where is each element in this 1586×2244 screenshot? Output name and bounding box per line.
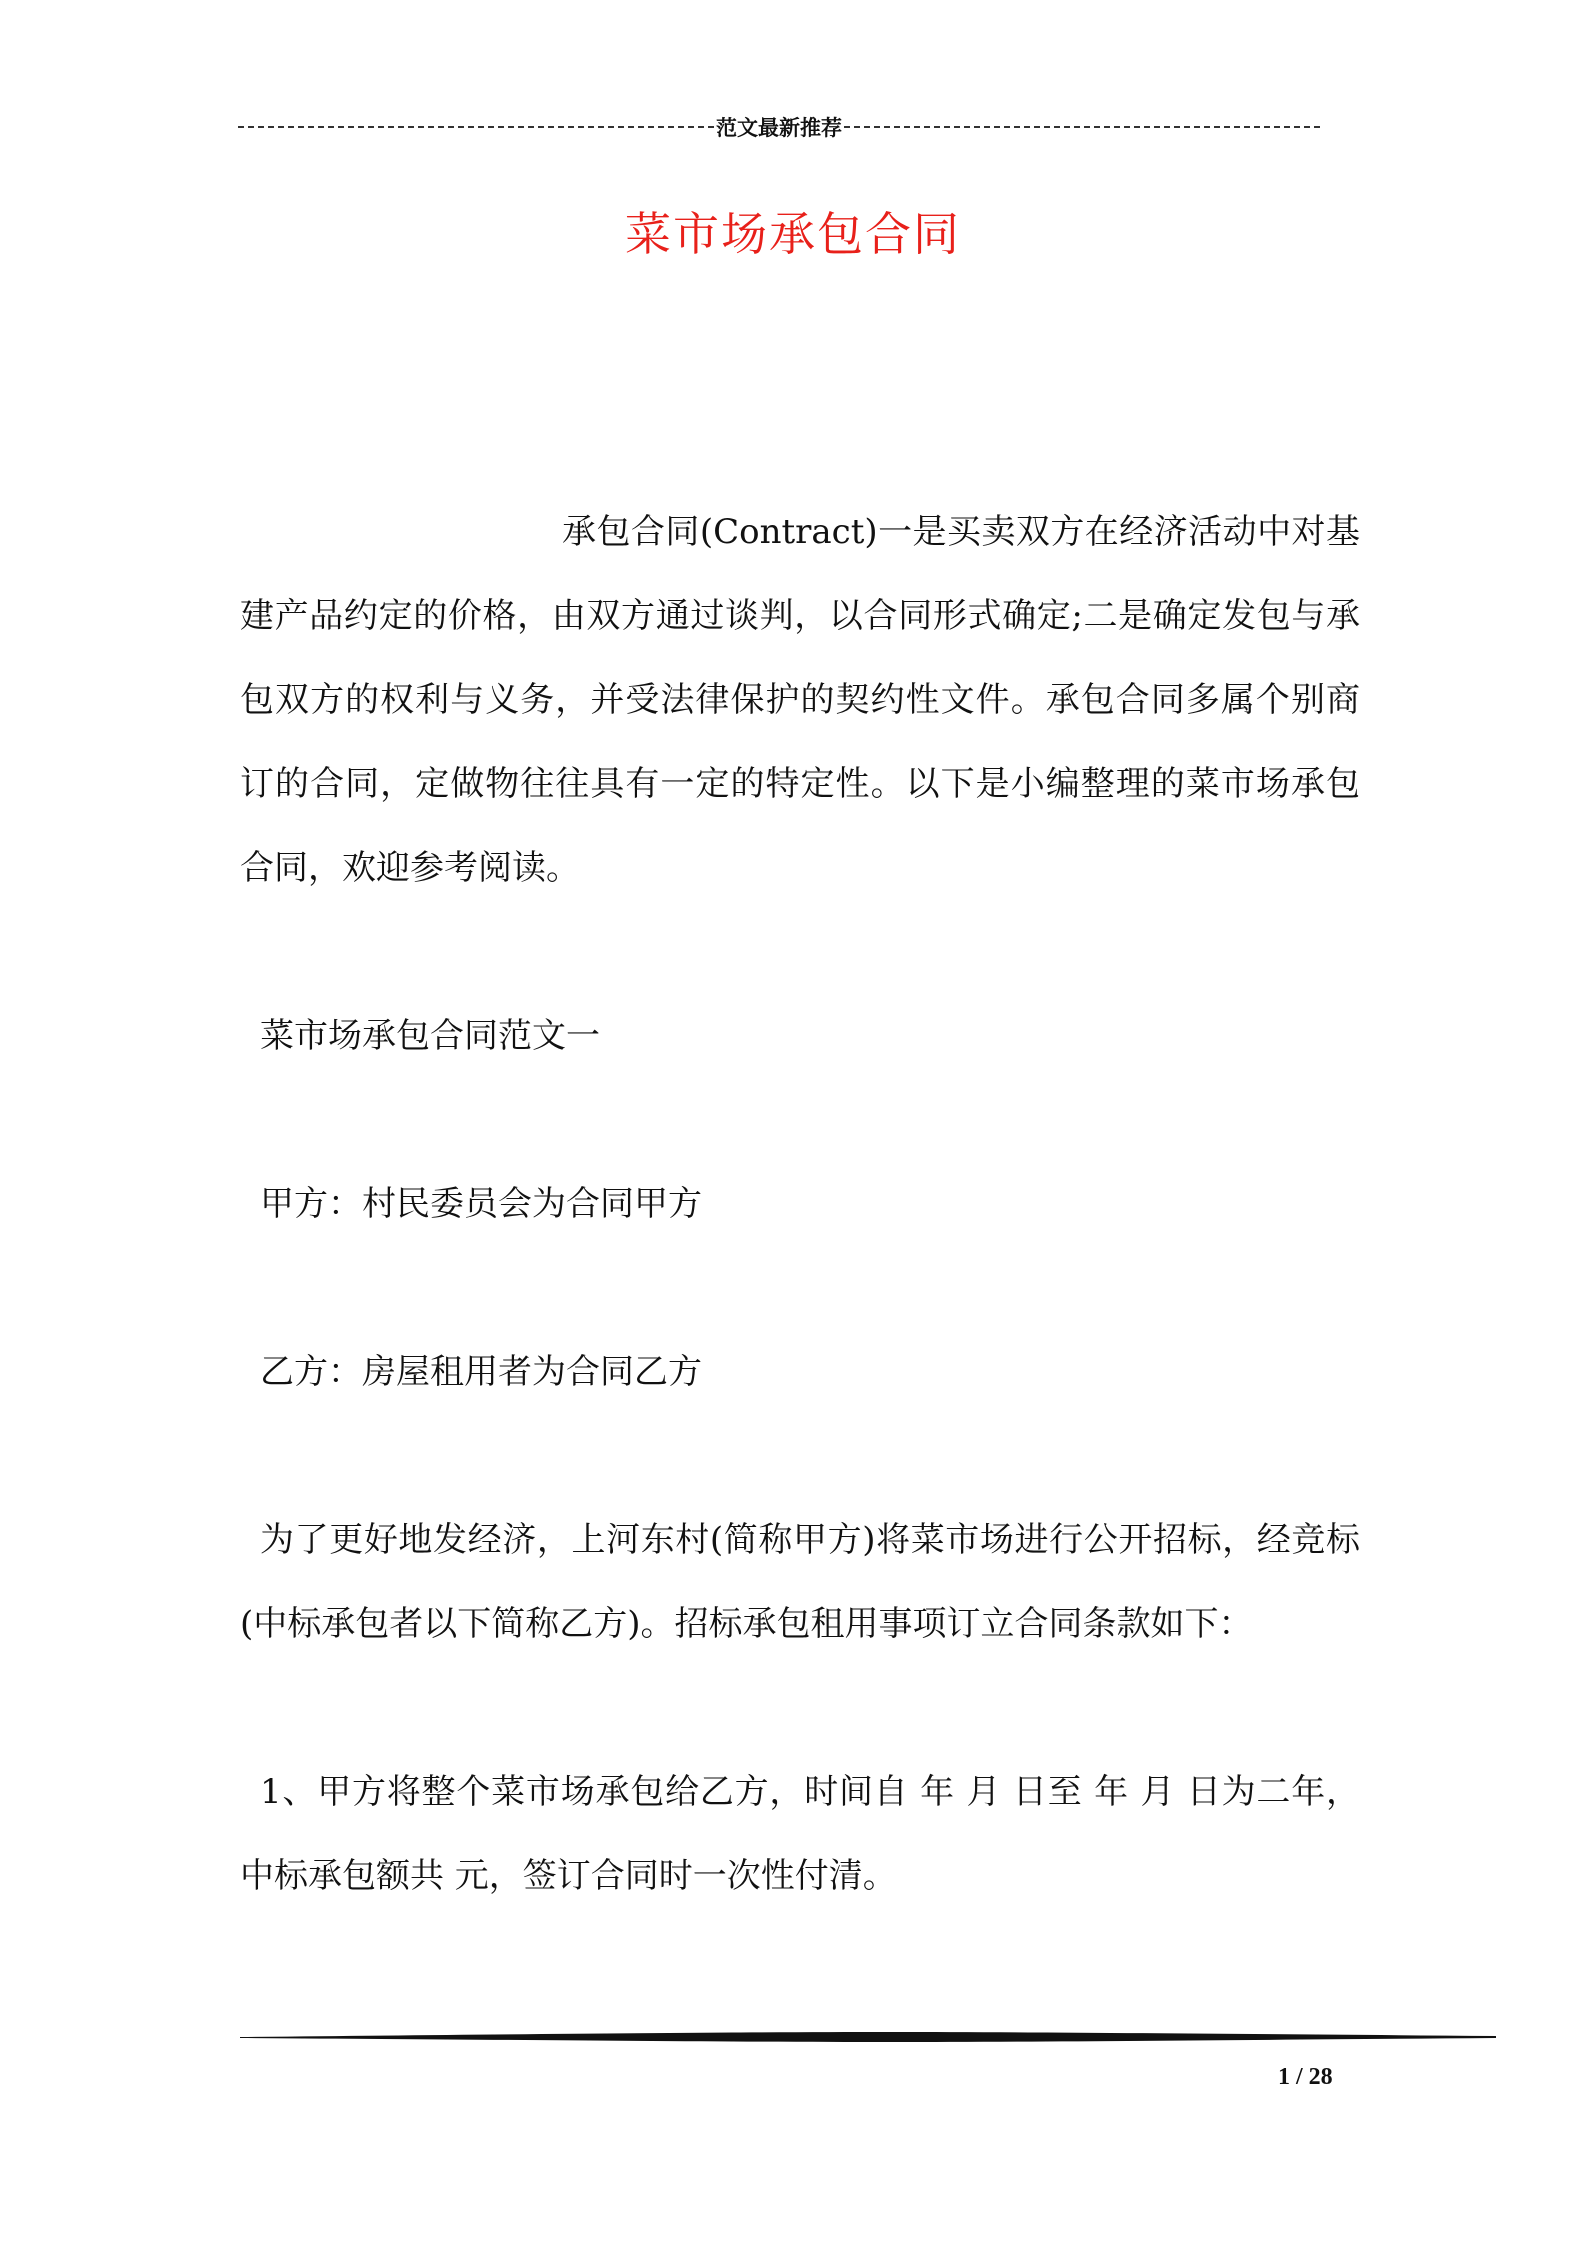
document-body [240, 490, 1360, 1918]
spacer [240, 1414, 1360, 1498]
party-b-line: 乙方：房屋租用者为合同乙方 [260, 1352, 702, 1392]
spacer [240, 910, 1360, 994]
party-a-line: 甲方：村民委员会为合同甲方 [260, 1184, 702, 1224]
spacer [240, 1078, 1360, 1162]
footer-divider-shape [240, 2031, 1496, 2043]
footer-divider [240, 2031, 1496, 2043]
purpose-paragraph: 为了更好地发经济，上河东村(简称甲方)将菜市场进行公开招标，经竞标(中标承包者以下简称乙方)。招标承包租用事项订立合同条款如下： [240, 1520, 1360, 1644]
page-number: 1 / 28 [1278, 2064, 1333, 2090]
intro-paragraph: 承包合同(Contract)一是买卖双方在经济活动中对基建产品约定的价格，由双方通过谈判，以合同形式确定;二是确定发包与承包双方的权利与义务，并受法律保护的契约性文件。承包合同多属个别商订的合同，定做物往往具有一定的特定性。以下是小编整理的菜市场承包合同，欢迎参考阅读。 [240, 512, 1360, 888]
clause-1-paragraph: 1、甲方将整个菜市场承包给乙方，时间自 年 月 日至 年 月 日为二年，中标承包额共 元，签订合同时一次性付清。 [240, 1772, 1360, 1896]
page-header [238, 112, 1320, 142]
header-dash-right [844, 126, 1320, 128]
spacer [240, 1666, 1360, 1750]
header-dash-left [238, 126, 714, 128]
section-heading: 菜市场承包合同范文一 [260, 1016, 600, 1056]
header-text: 范文最新推荐 [716, 116, 842, 140]
spacer [240, 1246, 1360, 1330]
document-title: 菜市场承包合同 [625, 207, 961, 261]
